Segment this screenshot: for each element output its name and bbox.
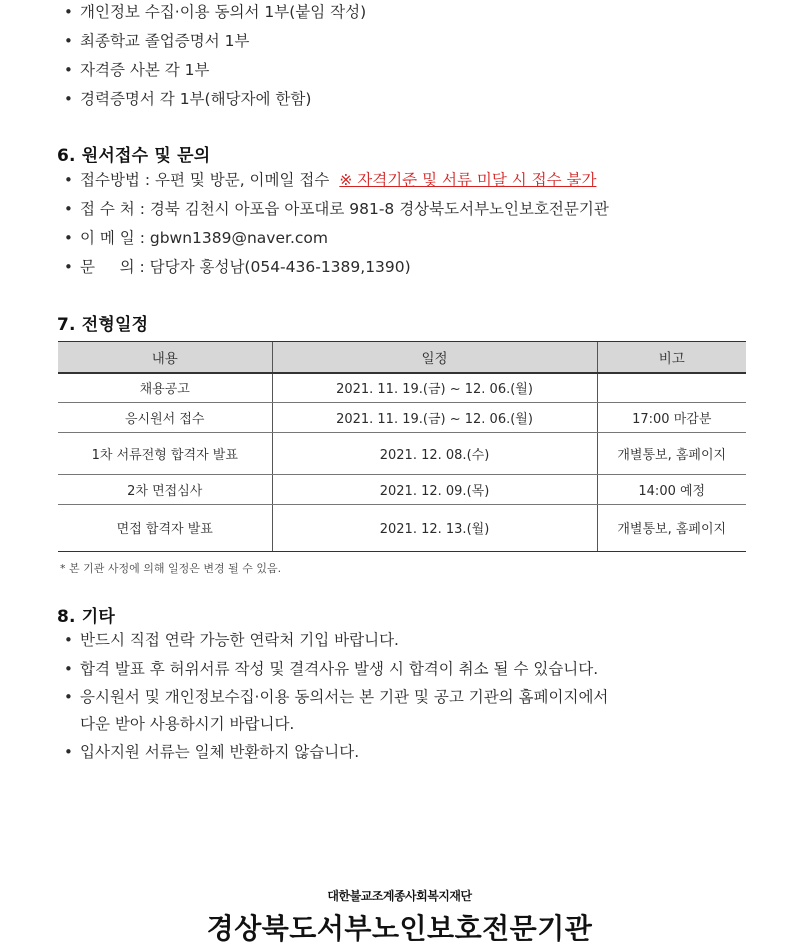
- table-header-row: [58, 342, 746, 374]
- row-content: 2차 면접심사: [58, 474, 272, 504]
- row-schedule: 2021. 11. 19.(금) ~ 12. 06.(월): [272, 373, 597, 402]
- list-item: • 자격증 사본 각 1부: [62, 56, 366, 85]
- list-item: • 최종학교 졸업증명서 1부: [62, 27, 366, 56]
- section-8-title: 8. 기타: [57, 607, 116, 627]
- section-6-title: 6. 원서접수 및 문의: [57, 146, 211, 166]
- row-note: 개별통보, 홈페이지: [597, 504, 746, 551]
- method-warning: ※ 자격기준 및 서류 미달 시 접수 불가: [339, 171, 597, 189]
- row-schedule: 2021. 12. 13.(월): [272, 504, 597, 551]
- list-item: • 입사지원 서류는 일체 반환하지 않습니다.: [62, 738, 608, 767]
- list-item: • 반드시 직접 연락 가능한 연락처 기입 바랍니다.: [62, 626, 608, 655]
- row-schedule: 2021. 12. 08.(수): [272, 432, 597, 474]
- table-row: [58, 432, 746, 474]
- list-item: • 응시원서 및 개인정보수집·이용 동의서는 본 기관 및 공고 기관의 홈페이지에서: [62, 684, 608, 711]
- row-content: 면접 합격자 발표: [58, 504, 272, 551]
- method-text: 접수방법 : 우편 및 방문, 이메일 접수: [80, 171, 330, 189]
- parent-organization: 대한불교조계종사회복지재단: [327, 889, 472, 903]
- list-item-continuation: 다운 받아 사용하시기 바랍니다.: [80, 715, 295, 733]
- row-content: 채용공고: [58, 373, 272, 402]
- row-note: 14:00 예정: [597, 474, 746, 504]
- header-content: 내용: [58, 342, 272, 374]
- table-row: [58, 504, 746, 551]
- table-row: [58, 373, 746, 402]
- organization-name: 경상북도서부노인보호전문기관: [206, 912, 593, 945]
- list-item: • 합격 발표 후 허위서류 작성 및 결격사유 발생 시 합격이 취소 될 수 있습니다.: [62, 655, 608, 684]
- table-row: [58, 402, 746, 432]
- list-item-place: • 접 수 처 : 경북 김천시 아포읍 아포대로 981-8 경상북도서부노인보호전문기관: [62, 195, 609, 224]
- row-content: 응시원서 접수: [58, 402, 272, 432]
- header-schedule: 일정: [272, 342, 597, 374]
- header-note: 비고: [597, 342, 746, 374]
- section-7-title: 7. 전형일정: [57, 315, 149, 335]
- row-content: 1차 서류전형 합격자 발표: [58, 432, 272, 474]
- row-schedule: 2021. 11. 19.(금) ~ 12. 06.(월): [272, 402, 597, 432]
- list-item-method: [62, 166, 609, 195]
- list-item: • 개인정보 수집·이용 동의서 1부(붙임 작성): [62, 0, 366, 27]
- row-note: 개별통보, 홈페이지: [597, 432, 746, 474]
- schedule-table: [58, 341, 746, 552]
- application-info-list: [62, 166, 609, 282]
- row-schedule: 2021. 12. 09.(목): [272, 474, 597, 504]
- table-row: [58, 474, 746, 504]
- list-item-email: • 이 메 일 : gbwn1389@naver.com: [62, 224, 609, 253]
- other-notes-list: [62, 626, 608, 767]
- row-note: 17:00 마감분: [597, 402, 746, 432]
- row-note: [597, 373, 746, 402]
- schedule-footnote: * 본 기관 사정에 의해 일정은 변경 될 수 있음.: [60, 562, 282, 575]
- required-documents-list: [62, 0, 366, 114]
- list-item-contact: • 문 의 : 담당자 홍성남(054-436-1389,1390): [62, 253, 609, 282]
- list-item: • 경력증명서 각 1부(해당자에 한함): [62, 85, 366, 114]
